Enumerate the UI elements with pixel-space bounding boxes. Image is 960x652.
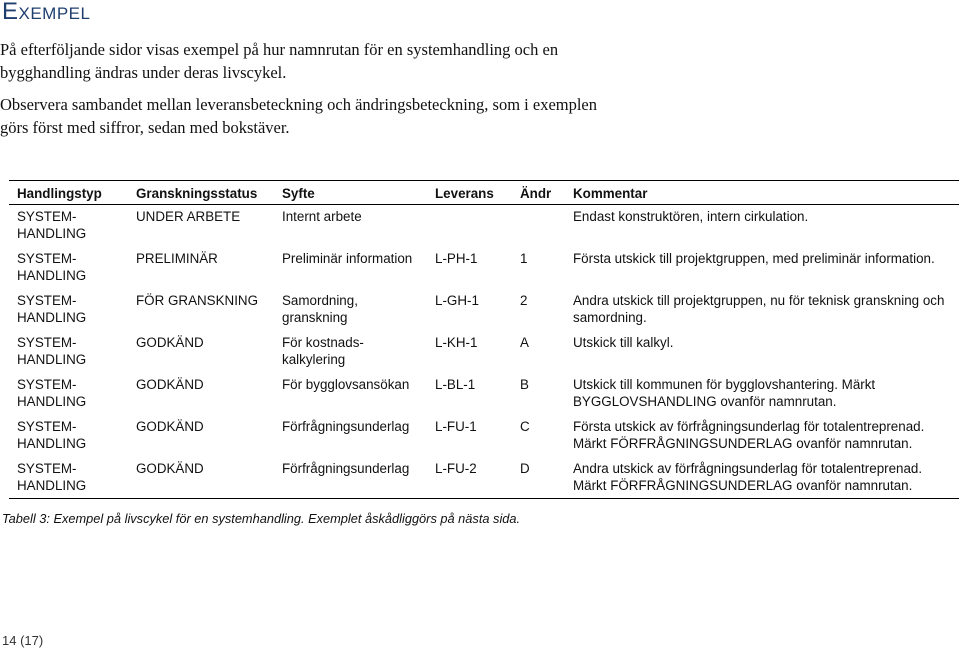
table-row: [9, 457, 959, 499]
cell-kommentar: Utskick till kalkyl.: [573, 334, 674, 350]
cell-kommentar: Utskick till kommunen för bygglovshantering. Märkt BYGGLOVSHANDLING ovanför namnrutan.: [573, 376, 876, 409]
table-row: [9, 289, 959, 331]
page-number: 14 (17): [2, 633, 44, 648]
section-heading: Exempel: [2, 0, 91, 25]
col-header-syfte: Syfte: [274, 181, 427, 205]
cell-handlingstyp: SYSTEM-HANDLING: [17, 292, 87, 325]
col-header-andr: Ändr: [512, 181, 565, 205]
cell-andr: [512, 205, 565, 247]
table-row: [9, 247, 959, 289]
cell-leverans: L-PH-1: [435, 250, 478, 266]
cell-leverans: L-BL-1: [435, 376, 476, 392]
cell-leverans: [427, 205, 512, 247]
note-paragraph: Observera sambandet mellan leveransbeteckning och ändringsbeteckning, som i exemplen görs först med siffror, sedan med bokstäver.: [0, 95, 598, 137]
cell-granskningsstatus: PRELIMINÄR: [136, 250, 218, 266]
cell-leverans: L-GH-1: [435, 292, 479, 308]
cell-granskningsstatus: GODKÄND: [128, 457, 274, 499]
table-row: [9, 415, 959, 457]
cell-handlingstyp: SYSTEM-HANDLING: [17, 209, 87, 241]
cell-syfte: Förfrågningsunderlag: [282, 418, 410, 434]
cell-syfte: För bygglovsansökan: [282, 376, 410, 392]
cell-andr: 1: [520, 250, 528, 266]
table-row: [9, 373, 959, 415]
cell-handlingstyp: SYSTEM-HANDLING: [9, 457, 128, 499]
cell-syfte: Förfrågningsunderlag: [274, 457, 427, 499]
cell-kommentar: Första utskick till projektgruppen, med preliminär information.: [573, 250, 935, 266]
cell-granskningsstatus: UNDER ARBETE: [136, 209, 241, 224]
col-header-kommentar: Kommentar: [565, 181, 959, 205]
cell-syfte: Samordning, granskning: [282, 292, 358, 325]
table-header-row: [9, 181, 959, 205]
cell-kommentar: Första utskick av förfrågningsunderlag för totalentreprenad. Märkt FÖRFRÅGNINGSUNDERLAG ovanför namnrutan.: [573, 418, 925, 451]
intro-paragraph: På efterföljande sidor visas exempel på hur namnrutan för en systemhandling och en bygghandling ändras under deras livscykel.: [0, 40, 559, 82]
cell-granskningsstatus: GODKÄND: [136, 334, 204, 350]
cell-syfte: Internt arbete: [282, 209, 362, 224]
cell-granskningsstatus: FÖR GRANSKNING: [136, 292, 259, 308]
table-caption: Tabell 3: Exempel på livscykel för en systemhandling. Exemplet åskådliggörs på nästa sida.: [2, 511, 521, 526]
cell-andr: C: [520, 418, 530, 434]
lifecycle-table: [9, 180, 959, 499]
cell-handlingstyp: SYSTEM-HANDLING: [17, 250, 87, 283]
cell-andr: B: [520, 376, 529, 392]
cell-syfte: Preliminär information: [282, 250, 413, 266]
cell-leverans: L-FU-1: [435, 418, 477, 434]
cell-andr: A: [520, 334, 529, 350]
table-row: [9, 331, 959, 373]
cell-granskningsstatus: GODKÄND: [136, 418, 204, 434]
cell-handlingstyp: SYSTEM-HANDLING: [17, 418, 87, 451]
cell-leverans: L-KH-1: [435, 334, 478, 350]
col-header-handlingstyp: Handlingstyp: [9, 181, 128, 205]
cell-andr: 2: [520, 292, 528, 308]
cell-kommentar: Endast konstruktören, intern cirkulation.: [573, 209, 809, 224]
table-row: [9, 205, 959, 247]
cell-kommentar: Andra utskick av förfrågningsunderlag för totalentreprenad. Märkt FÖRFRÅGNINGSUNDERLAG ovanför namnrutan.: [565, 457, 959, 499]
cell-granskningsstatus: GODKÄND: [136, 376, 204, 392]
cell-handlingstyp: SYSTEM-HANDLING: [17, 376, 87, 409]
cell-leverans: L-FU-2: [427, 457, 512, 499]
cell-handlingstyp: SYSTEM-HANDLING: [17, 334, 87, 367]
cell-syfte: För kostnads-kalkylering: [282, 334, 364, 367]
cell-andr: D: [512, 457, 565, 499]
cell-kommentar: Andra utskick till projektgruppen, nu för teknisk granskning och samordning.: [573, 292, 945, 325]
col-header-leverans: Leverans: [427, 181, 512, 205]
col-header-granskningsstatus: Granskningsstatus: [128, 181, 274, 205]
